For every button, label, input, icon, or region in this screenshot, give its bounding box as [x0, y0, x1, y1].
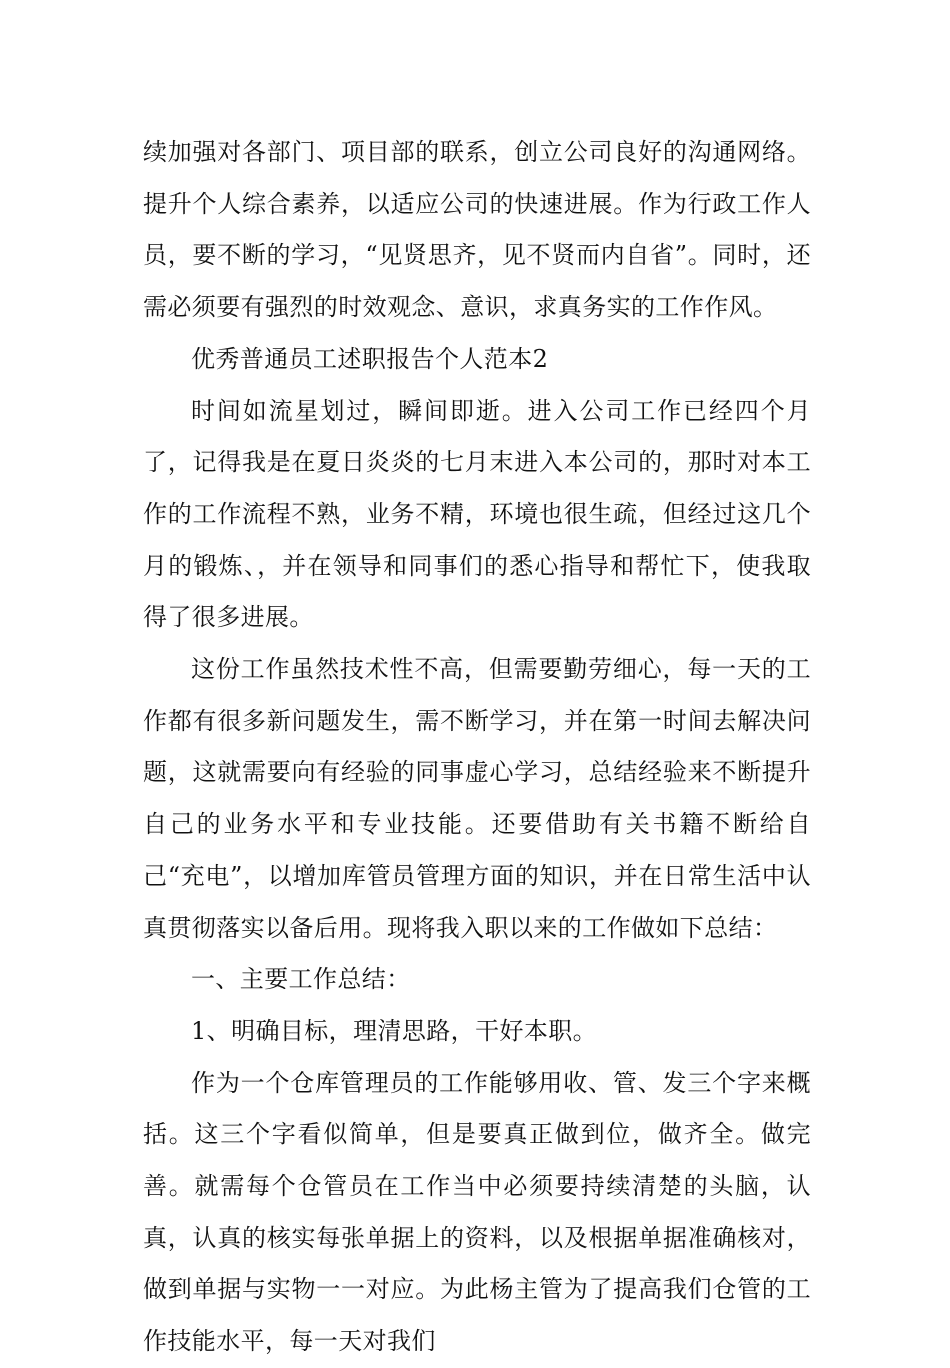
section-heading: 优秀普通员工述职报告个人范本2: [191, 344, 549, 373]
subheading: 一、主要工作总结：: [191, 965, 411, 994]
paragraph: 作为一个仓库管理员的工作能够用收、管、发三个字来概括。这三个字看似简单，但是要真正做到位，做齐全。做完善。就需每个仓管员在工作当中必须要持续清楚的头脑，认真，认真的核实每张单据上的资料，以及根据单据准确核对，做到单据与实物一一对应。为此杨主管为了提高我们仓管的工作技能水平，每一天对我们: [143, 1068, 811, 1356]
paragraph: 这份工作虽然技术性不高，但需要勤劳细心，每一天的工作都有很多新问题发生，需不断学习，并在第一时间去解决问题，这就需要向有经验的同事虚心学习，总结经验来不断提升自己的业务水平和专业技能。还要借助有关书籍不断给自己“充电”，以增加库管员管理方面的知识，并在日常生活中认真贯彻落实以备后用。现将我入职以来的工作做如下总结：: [143, 655, 811, 942]
document-page: [143, 127, 811, 1368]
paragraph: 时间如流星划过，瞬间即逝。进入公司工作已经四个月了，记得我是在夏日炎炎的七月末进入本公司的，那时对本工作的工作流程不熟，业务不精，环境也很生疏，但经过这几个月的锻炼、，并在领导和同事们的悉心指导和帮忙下，使我取得了很多进展。: [143, 396, 811, 632]
paragraph-continued: 续加强对各部门、项目部的联系，创立公司良好的沟通网络。提升个人综合素养，以适应公司的快速进展。作为行政工作人员，要不断的学习，“见贤思齐，见不贤而内自省”。同时，还需必须要有强烈的时效观念、意识，求真务实的工作作风。: [143, 138, 811, 322]
list-item-heading: 1、明确目标，理清思路，干好本职。: [191, 1016, 598, 1045]
